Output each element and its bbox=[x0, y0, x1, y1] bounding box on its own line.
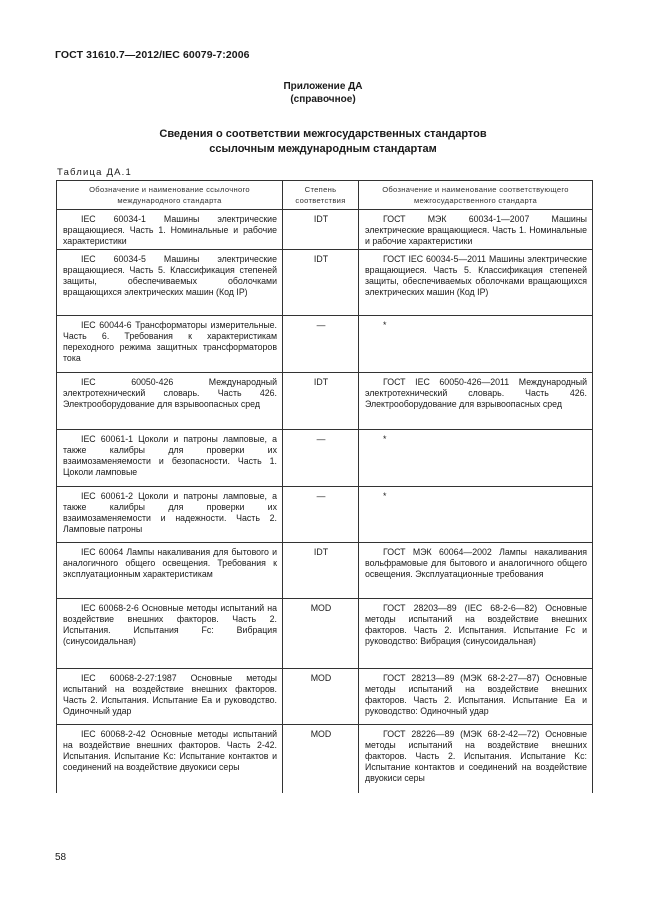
appendix-title: Приложение ДА bbox=[283, 81, 363, 92]
interstate-standard-cell: ГОСТ МЭК 60034-1—2007 Машины электрические вращающиеся. Часть 1. Номинальные и рабочие характеристики bbox=[359, 210, 593, 250]
table-row bbox=[57, 669, 593, 725]
interstate-standard-cell: ГОСТ 28226—89 (МЭК 68-2-42—72) Основные методы испытаний на воздействие внешних факторов. Часть 2. Испытания. Испытание Kc: Испытание контактов и соединений на воздействие двуокиси серы bbox=[359, 725, 593, 793]
international-standard-cell: IEC 60034-5 Машины электрические вращающиеся. Часть 5. Классификация степеней защиты, обеспечиваемых оболочками вращающихся электрических машин (Код IP) bbox=[57, 250, 283, 316]
document-header: ГОСТ 31610.7—2012/IEC 60079-7:2006 bbox=[55, 49, 250, 61]
table-row bbox=[57, 373, 593, 430]
international-standard-cell: IEC 60034-1 Машины электрические вращающиеся. Часть 1. Номинальные и рабочие характеристики bbox=[57, 210, 283, 250]
international-standard-cell: IEC 60068-2-6 Основные методы испытаний на воздействие внешних факторов. Часть 2. Испытания. Испытания Fc: Вибрация (синусоидальная) bbox=[57, 599, 283, 669]
table-row bbox=[57, 250, 593, 316]
degree-cell: MOD bbox=[283, 725, 359, 793]
degree-cell: — bbox=[283, 487, 359, 543]
standards-table bbox=[56, 180, 593, 793]
interstate-standard-cell: * bbox=[359, 316, 593, 373]
degree-cell: MOD bbox=[283, 599, 359, 669]
table-row bbox=[57, 430, 593, 487]
degree-cell: — bbox=[283, 316, 359, 373]
international-standard-cell: IEC 60068-2-42 Основные методы испытаний на воздействие внешних факторов. Часть 2-42. Испытания. Испытание Kc: Испытание контактов и соединений на воздействие двуокиси серы bbox=[57, 725, 283, 793]
section-title-line1: Сведения о соответствии межгосударственных стандартов bbox=[159, 128, 487, 140]
table-row bbox=[57, 210, 593, 250]
interstate-standard-cell: ГОСТ 28203—89 (IEC 68-2-6—82) Основные методы испытаний на воздействие внешних факторов. Часть 2. Испытания. Испытание Fc и руководство: Вибрация (синусоидальная) bbox=[359, 599, 593, 669]
column-header-interstate: Обозначение и наименование соответствующего межгосударственного стандарта bbox=[359, 181, 593, 210]
table-row bbox=[57, 543, 593, 599]
section-title-line2: ссылочным международным стандартам bbox=[209, 143, 437, 155]
table-header-row bbox=[57, 181, 593, 210]
table-row bbox=[57, 316, 593, 373]
international-standard-cell: IEC 60050-426 Международный электротехнический словарь. Часть 426. Электрооборудование для взрывоопасных сред bbox=[57, 373, 283, 430]
international-standard-cell: IEC 60064 Лампы накаливания для бытового и аналогичного общего освещения. Требования к эксплуатационным характеристикам bbox=[57, 543, 283, 599]
appendix-subtitle: (справочное) bbox=[290, 94, 356, 105]
international-standard-cell: IEC 60061-1 Цоколи и патроны ламповые, а также калибры для проверки их взаимозаменяемости и безопасности. Часть 1. Цоколи ламповые bbox=[57, 430, 283, 487]
degree-cell: IDT bbox=[283, 543, 359, 599]
interstate-standard-cell: ГОСТ МЭК 60064—2002 Лампы накаливания вольфрамовые для бытового и аналогичного общего освещения. Эксплуатационные требования bbox=[359, 543, 593, 599]
interstate-standard-cell: ГОСТ IEC 60034-5—2011 Машины электрические вращающиеся. Часть 5. Классификация степеней защиты, обеспечиваемых оболочками вращающихся электрических машин (Код IP) bbox=[359, 250, 593, 316]
international-standard-cell: IEC 60061-2 Цоколи и патроны ламповые, а также калибры для проверки их взаимозаменяемости и надежности. Часть 2. Ламповые патроны bbox=[57, 487, 283, 543]
interstate-standard-cell: ГОСТ 28213—89 (МЭК 68-2-27—87) Основные методы испытаний на воздействие внешних факторов. Часть 2. Испытания. Испытание Ea и руководство: Одиночный удар bbox=[359, 669, 593, 725]
column-header-international: Обозначение и наименование ссылочного международного стандарта bbox=[57, 181, 283, 210]
table-row bbox=[57, 487, 593, 543]
degree-cell: IDT bbox=[283, 373, 359, 430]
table-row bbox=[57, 725, 593, 793]
degree-cell: — bbox=[283, 430, 359, 487]
international-standard-cell: IEC 60044-6 Трансформаторы измерительные. Часть 6. Требования к характеристикам переходного режима защитных трансформаторов тока bbox=[57, 316, 283, 373]
page-number: 58 bbox=[55, 852, 67, 863]
column-header-degree: Степень соответствия bbox=[283, 181, 359, 210]
table-row bbox=[57, 599, 593, 669]
table-label: Таблица ДА.1 bbox=[57, 167, 132, 178]
degree-cell: MOD bbox=[283, 669, 359, 725]
interstate-standard-cell: * bbox=[359, 430, 593, 487]
international-standard-cell: IEC 60068-2-27:1987 Основные методы испытаний на воздействие внешних факторов. Часть 2. Испытания. Испытание Ea и руководство. Одиночный удар bbox=[57, 669, 283, 725]
degree-cell: IDT bbox=[283, 210, 359, 250]
interstate-standard-cell: ГОСТ IEC 60050-426—2011 Международный электротехнический словарь. Часть 426. Электрооборудование для взрывоопасных сред bbox=[359, 373, 593, 430]
degree-cell: IDT bbox=[283, 250, 359, 316]
interstate-standard-cell: * bbox=[359, 487, 593, 543]
